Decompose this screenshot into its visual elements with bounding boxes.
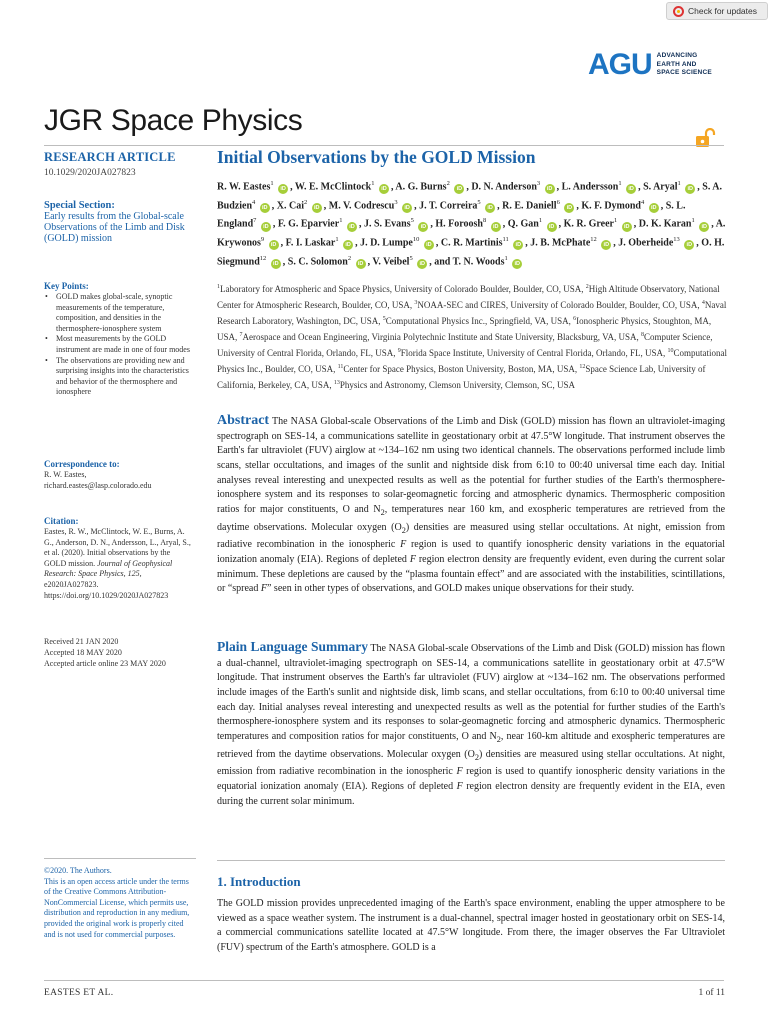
citation-doi[interactable]: e2020JA027823. https://doi.org/10.1029/2020JA027823 <box>44 579 169 600</box>
orcid-icon[interactable]: iD <box>564 203 574 213</box>
orcid-icon[interactable]: iD <box>261 222 271 232</box>
orcid-icon[interactable]: iD <box>402 203 412 213</box>
orcid-icon[interactable]: iD <box>271 259 281 269</box>
footer-page-number: 1 of 11 <box>698 988 725 998</box>
abstract-body: The NASA Global-scale Observations of the Limb and Disk (GOLD) mission has flown an ultraviolet-imaging spectrograph on SES-14, a communications satellite in geostationary orbit at 47.5°W longitude. That instrument observes the Earth's far ultraviolet (FUV) airglow at ~134–162 nm using two identical channels. The observations performed include limb scans, stellar occultations, and images of the sunlit and nightside disk from 6:10 to 00:40 universal time each day. Initial analyses reveal interesting and unexpected results as well as the potential for further studies of the Earth's thermosphere-ionosphere system and its responses to solar-geomagnetic forcing and atmospheric dynamics. Thermospheric composition ratios for major constituents, O and $N_2$, temperatures near 160 km, and exospheric temperatures are retrieved from the daytime observations. Molecular oxygen $(O_2)$ densities are measured using stellar occultations. At night, emission from radiative recombination in the ionospheric F region is used to quantify ionospheric density variations in the equatorial ionization anomaly (EIA). Regions of depleted F region electron density are frequently evident, even during the current solar minimum. These depletions are caused by the “plasma fountain effect” and are associated with the instabilities, scintillations, or “spread F” seen in other types of observations, and GOLD makes unique observations for their study. <box>217 416 726 595</box>
license-divider <box>44 858 196 859</box>
orcid-icon[interactable]: iD <box>512 259 522 269</box>
date-received: Received 21 JAN 2020 <box>44 637 119 646</box>
footer-authors: EASTES ET AL. <box>44 988 114 998</box>
special-section-text[interactable]: Early results from the Global-scale Observations of the Limb and Disk (GOLD) mission <box>44 211 185 244</box>
crossmark-icon <box>673 6 684 17</box>
license-copyright: ©2020. The Authors. <box>44 866 112 875</box>
orcid-icon[interactable]: iD <box>491 222 501 232</box>
orcid-icon[interactable]: iD <box>685 184 695 194</box>
key-point-item: • GOLD makes global-scale, synoptic measurements of the temperature, composition, and densities in the thermosphere-ionosphere system <box>44 292 196 334</box>
orcid-icon[interactable]: iD <box>622 222 632 232</box>
orcid-icon[interactable]: iD <box>269 240 279 250</box>
date-online: Accepted article online 23 MAY 2020 <box>44 659 166 668</box>
article-doi[interactable]: 10.1029/2020JA027823 <box>44 168 136 178</box>
orcid-icon[interactable]: iD <box>356 259 366 269</box>
orcid-icon[interactable]: iD <box>454 184 464 194</box>
orcid-icon[interactable]: iD <box>379 184 389 194</box>
orcid-icon[interactable]: iD <box>424 240 434 250</box>
introduction-heading: 1. Introduction <box>217 874 301 889</box>
agu-logo[interactable] <box>588 50 712 80</box>
orcid-icon[interactable]: iD <box>649 203 659 213</box>
orcid-icon[interactable]: iD <box>347 222 357 232</box>
orcid-icon[interactable]: iD <box>513 240 523 250</box>
check-for-updates-button[interactable] <box>666 2 768 20</box>
correspondence-heading: Correspondence to: <box>44 459 120 469</box>
section-divider <box>217 860 725 861</box>
agu-tagline-line: EARTH AND <box>656 60 697 68</box>
orcid-icon[interactable]: iD <box>260 203 270 213</box>
article-type: RESEARCH ARTICLE <box>44 150 176 164</box>
orcid-icon[interactable]: iD <box>485 203 495 213</box>
affiliations: $^1$Laboratory for Atmospheric and Space Physics, University of Colorado Boulder, Boulder, CO, USA, $^2$High Altitude Observatory, National Center for Atmospheric Research, Boulder, CO, USA, $^3$NOAA-SEC and CIRES, University of Colorado Boulder, Boulder, CO, USA, $^4$Naval Research Laboratory, Washington, DC, USA, $^5$Computational Physics Inc., Springfield, VA, USA, $^6$Ionospheric Physics, Stoughton, MA, USA, $^7$Aerospace and Ocean Engineering, Virginia Polytechnic Institute and State University, Blacksburg, VA, USA, $^8$Computer Science, University of Central Florida, Orlando, FL, USA, $^9$Florida Space Institute, University of Central Florida, Orlando, FL, USA, $^{10}$Computational Physics Inc., Boulder, CO, USA, $^{11}$Center for Space Physics, Boston University, Boston, MA, USA, $^{12}$Space Science Lab, University of California, Berkeley, CA, USA, $^{13}$Physics and Astronomy, Clemson University, Clemson, SC, USA <box>217 284 727 390</box>
correspondence-block <box>44 470 196 491</box>
orcid-icon[interactable]: iD <box>601 240 611 250</box>
key-point-item: • The observations are providing new and surprising insights into the characteristics and behavior of the thermosphere and ionosphere <box>44 356 196 398</box>
citation-text <box>44 527 194 601</box>
date-accepted: Accepted 18 MAY 2020 <box>44 648 122 657</box>
agu-tagline-line: SPACE SCIENCE <box>656 69 712 77</box>
orcid-icon[interactable]: iD <box>545 184 555 194</box>
orcid-icon[interactable]: iD <box>312 203 322 213</box>
citation-journal: Journal of Geophysical Research: Space Physics, 125, <box>44 558 173 579</box>
license-text[interactable]: This is an open access article under the terms of the Creative Commons Attribution-NonCommercial License, which permits use, distribution and reproduction in any medium, provided the original work is properly cited and is not used for commercial purposes. <box>44 876 190 939</box>
plain-language-summary-section <box>217 640 725 809</box>
key-point-item: • Most measurements by the GOLD instrument are made in one of four modes <box>44 334 196 355</box>
abstract-heading: Abstract <box>217 413 270 428</box>
abstract-section <box>217 414 725 597</box>
agu-logo-tagline <box>657 52 712 78</box>
header-divider <box>44 145 724 146</box>
orcid-icon[interactable]: iD <box>547 222 557 232</box>
key-points-list <box>44 292 196 398</box>
orcid-icon[interactable]: iD <box>684 240 694 250</box>
citation-authors: Eastes, R. W., McClintock, W. E., Burns, A. G., Anderson, D. N., Andersson, L., Aryal, S., et al. (2020). Initial observations by the GOLD mission. <box>44 527 191 568</box>
orcid-icon[interactable]: iD <box>626 184 636 194</box>
correspondence-name: R. W. Eastes, <box>44 470 87 479</box>
orcid-icon[interactable]: iD <box>343 240 353 250</box>
plain-language-summary-heading: Plain Language Summary <box>217 639 368 654</box>
journal-title: JGR Space Physics <box>44 104 303 137</box>
citation-heading: Citation: <box>44 516 79 526</box>
key-points-heading: Key Points: <box>44 281 89 291</box>
plain-language-summary-body: The NASA Global-scale Observations of the Limb and Disk (GOLD) mission has flown a dual-channel, ultraviolet-imaging spectrograph on SES-14, a communications satellite in geostationary orbit at 47.5°W longitude. That instrument observes the Earth's far ultraviolet (FUV) airglow at ~134–162 nm. The observations performed include images of the Earth's sunlit and nightside disk, limb scans, and stellar occultations, from 6:10 to 00:40 universal time each day. Initial analyses reveal interesting and unexpected results as well as the potential for further studies of the Earth's thermosphere-ionosphere system and its responses to solar-geomagnetic forcing and atmospheric dynamics. Thermospheric temperatures and composition ratios for major constituents, O and $N_2$, near 160-km altitude and exospheric temperatures are retrieved from the daytime observations. Molecular oxygen $(O_2)$ densities are measured using stellar occultations. At night, emission from radiative recombination in the ionospheric F region is used to quantify ionospheric density variations in the equatorial ionization anomaly (EIA). Regions of depleted F region electron density are frequently evident in the EIA, even during the current solar minimum. <box>217 643 726 807</box>
agu-tagline-line: ADVANCING <box>656 52 698 60</box>
paper-title: Initial Observations by the GOLD Mission <box>217 147 536 167</box>
article-dates <box>44 636 196 669</box>
orcid-icon[interactable]: iD <box>418 222 428 232</box>
check-for-updates-label: Check for updates <box>688 6 757 16</box>
orcid-icon[interactable]: iD <box>699 222 709 232</box>
orcid-icon[interactable]: iD <box>278 184 288 194</box>
agu-logo-mark: AGU <box>588 48 652 81</box>
author-list: R. W. Eastes$^1$ iD , W. E. McClintock$^1$ iD , A. G. Burns$^2$ iD , D. N. Anderson$^3$ iD , L. Andersson$^1$ iD , S. Aryal$^1$ iD , S. A. Budzien$^4$ iD , X. Cai$^2$ iD , M. V. Codrescu$^3$ iD , J. T. Correira$^5$ iD , R. E. Daniell$^6$ iD , K. F. Dymond$^4$ iD , S. L. England$^7$ iD , F. G. Eparvier$^1$ iD , J. S. Evans$^5$ iD , H. Foroosh$^8$ iD , Q. Gan$^1$ iD , K. R. Greer$^1$ iD , D. K. Karan$^1$ iD , A. Krywonos$^9$ iD , F. I. Laskar$^1$ iD , J. D. Lumpe$^{10}$ iD , C. R. Martinis$^{11}$ iD , J. B. McPhate$^{12}$ iD , J. Oberheide$^{13}$ iD , O. H. Siegmund$^{12}$ iD , S. C. Solomon$^2$ iD , V. Veibel$^5$ iD , and T. N. Woods$^1$ iD <box>217 180 726 267</box>
footer-divider <box>44 980 724 981</box>
license-block <box>44 866 194 940</box>
orcid-icon[interactable]: iD <box>417 259 427 269</box>
introduction-body: The GOLD mission provides unprecedented imaging of the Earth's space environment, enabling the upper atmosphere to be viewed as a space weather system. The instrument is a dual-channel, spectral imager hosted in geostationary orbit on SES-14, a commercial communications satellite located at 47.5°W longitude. From there, the imager observes the Far Ultraviolet (FUV) spectrum of the Earth's atmosphere. GOLD is a <box>217 898 725 953</box>
special-section-heading: Special Section: <box>44 200 115 211</box>
correspondence-email[interactable]: richard.eastes@lasp.colorado.edu <box>44 480 152 490</box>
